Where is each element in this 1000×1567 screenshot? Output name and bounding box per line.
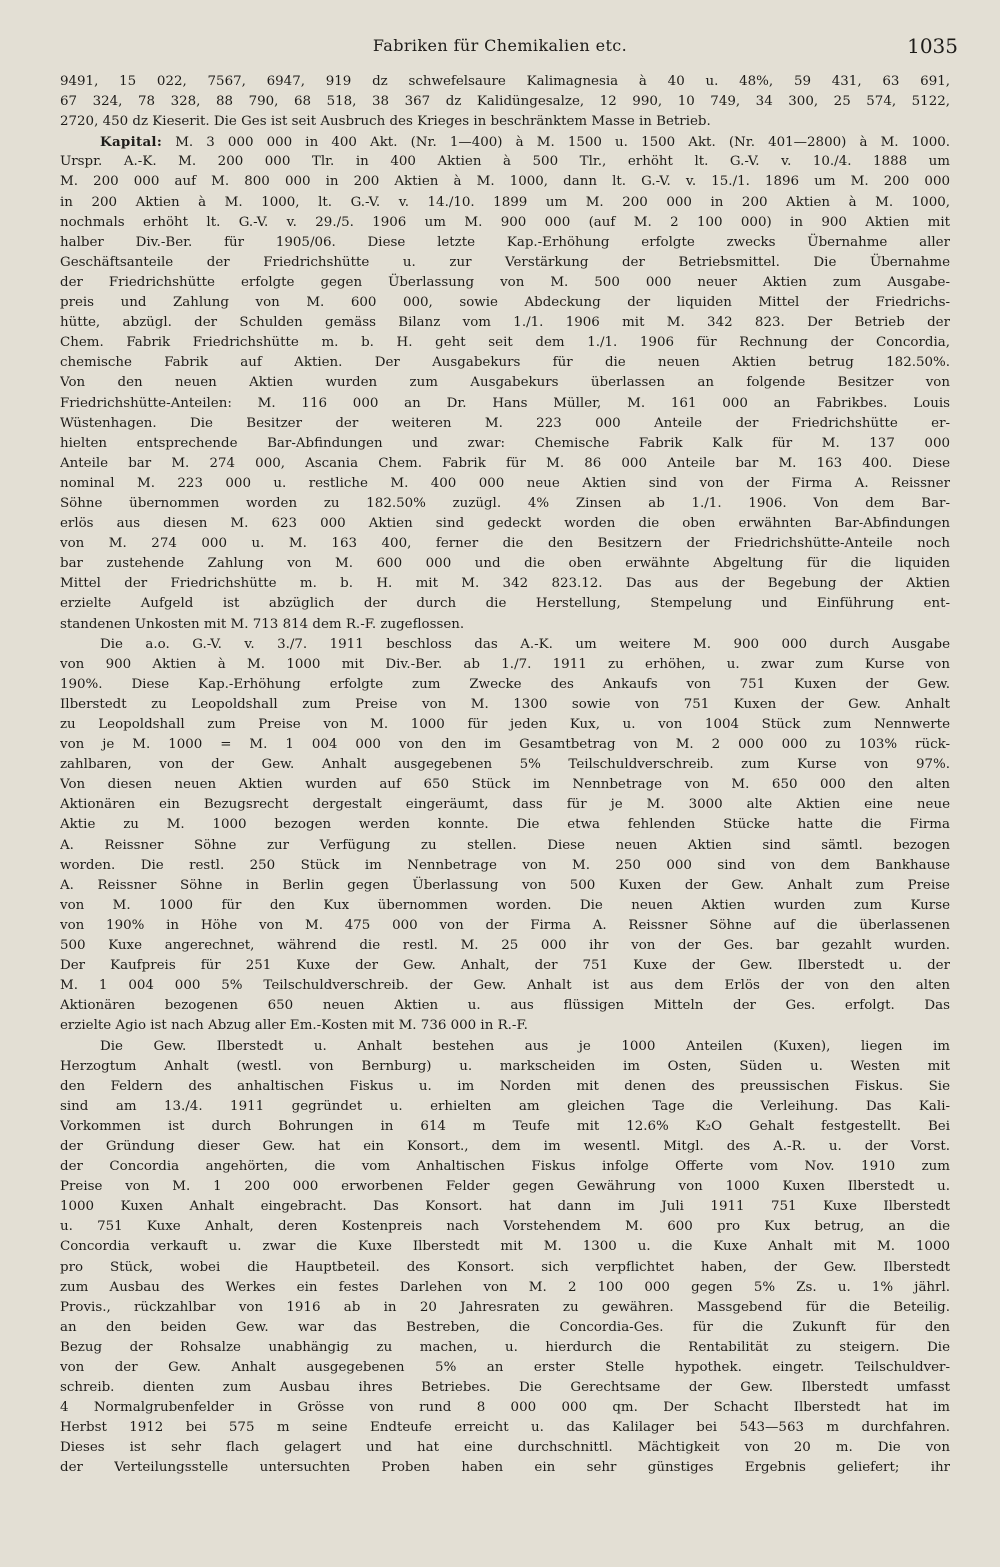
text-line-content: M. 200 000 auf M. 800 000 in 200 Aktien à M. 1000, dann lt. G.-V. v. 15./1. 1896 um M. 200 000	[60, 174, 950, 190]
text-line-content: von je M. 1000 = M. 1 004 000 von den im Gesamtbetrag von M. 2 000 000 zu 103% rück-	[60, 737, 950, 753]
text-line	[60, 193, 950, 213]
text-line	[60, 1318, 950, 1338]
text-line-content: Herbst 1912 bei 575 m seine Endteufe erreicht u. das Kalilager bei 543—563 m durchfahren.	[60, 1420, 950, 1436]
page-number: 1035	[907, 34, 958, 58]
text-line	[60, 1157, 950, 1177]
text-line	[60, 1137, 950, 1157]
text-line	[60, 414, 950, 434]
page-header	[0, 36, 1000, 60]
text-line-content: Von den neuen Aktien wurden zum Ausgabekurs überlassen an folgende Besitzer von	[60, 375, 950, 391]
text-line	[60, 695, 950, 715]
text-line-content: der Gründung dieser Gew. hat ein Konsort., dem im wesentl. Mitgl. des A.-R. u. der Vorst.	[60, 1138, 950, 1154]
text-line	[60, 1016, 950, 1036]
text-line-content: A. Reissner Söhne zur Verfügung zu stellen. Diese neuen Aktien sind sämtl. bezogen	[60, 837, 950, 853]
text-line	[60, 514, 950, 534]
text-line	[60, 1237, 950, 1257]
body-text	[60, 72, 950, 1479]
text-line-content: von M. 274 000 u. M. 163 400, ferner die den Besitzern der Friedrichshütte-Anteile noch	[60, 536, 950, 552]
text-line	[60, 1278, 950, 1298]
text-line-content: Vorkommen ist durch Bohrungen in 614 m Teufe mit 12.6% K₂O Gehalt festgestellt. Bei	[60, 1118, 950, 1134]
text-line-content: 4 Normalgrubenfelder in Grösse von rund 8 000 000 qm. Der Schacht Ilberstedt hat im	[60, 1400, 950, 1416]
text-line	[60, 815, 950, 835]
text-line	[60, 474, 950, 494]
text-line-content: Herzogtum Anhalt (westl. von Bernburg) u. markscheiden im Osten, Süden u. Westen mit	[60, 1058, 950, 1074]
text-line-content: der Concordia angehörten, die vom Anhaltischen Fiskus infolge Offerte vom Nov. 1910 zum	[60, 1159, 950, 1175]
text-line	[60, 554, 950, 574]
text-line	[60, 795, 950, 815]
text-line-content: Söhne übernommen worden zu 182.50% zuzügl. 4% Zinsen ab 1./1. 1906. Von dem Bar-	[60, 495, 950, 511]
text-line	[60, 333, 950, 353]
text-line-content: chemische Fabrik auf Aktien. Der Ausgabekurs für die neuen Aktien betrug 182.50%.	[60, 355, 950, 371]
text-line	[60, 313, 950, 333]
text-line	[60, 273, 950, 293]
text-line-content: halber Div.-Ber. für 1905/06. Diese letzte Kap.-Erhöhung erfolgte zwecks Übernahme aller	[60, 234, 950, 250]
text-line-content: zahlbaren, von der Gew. Anhalt ausgegebenen 5% Teilschuldverschreib. zum Kurse von 97%.	[60, 757, 950, 773]
text-line-content: Friedrichshütte-Anteilen: M. 116 000 an Dr. Hans Müller, M. 161 000 an Fabrikbes. Louis	[60, 395, 950, 411]
text-line	[60, 1298, 950, 1318]
text-line	[60, 1057, 950, 1077]
text-line-content: erzielte Agio ist nach Abzug aller Em.-Kosten mit M. 736 000 in R.-F.	[60, 1018, 528, 1034]
text-line	[60, 1097, 950, 1117]
text-line-content: Anteile bar M. 274 000, Ascania Chem. Fabrik für M. 86 000 Anteile bar M. 163 400. Diese	[60, 455, 950, 471]
text-line	[60, 916, 950, 936]
text-line	[60, 92, 950, 112]
text-line-content: Provis., rückzahlbar von 1916 ab in 20 Jahresraten zu gewähren. Massgebend für die Beteilig.	[60, 1299, 950, 1315]
text-line	[60, 655, 950, 675]
text-line	[60, 213, 950, 233]
text-line-content: sind am 13./4. 1911 gegründet u. erhielten am gleichen Tage die Verleihung. Das Kali-	[60, 1098, 950, 1114]
text-line	[60, 755, 950, 775]
text-line-content: von M. 1000 für den Kux übernommen worden. Die neuen Aktien wurden zum Kurse	[60, 897, 950, 913]
text-line	[60, 1077, 950, 1097]
text-line-content: Aktionären ein Bezugsrecht dergestalt eingeräumt, dass für je M. 3000 alte Aktien eine neue	[60, 797, 950, 813]
text-line-content: zu Leopoldshall zum Preise von M. 1000 für jeden Kux, u. von 1004 Stück zum Nennwerte	[60, 717, 950, 732]
text-line	[60, 132, 950, 152]
text-line-content: M. 1 004 000 5% Teilschuldverschreib. der Gew. Anhalt ist aus dem Erlös der von den alten	[60, 978, 950, 994]
text-line	[60, 574, 950, 594]
text-line	[60, 735, 950, 755]
text-line	[60, 1258, 950, 1278]
text-line	[60, 1458, 950, 1478]
text-line	[60, 775, 950, 795]
text-line	[60, 1358, 950, 1378]
text-line	[60, 876, 950, 896]
text-line-content: erzielte Aufgeld ist abzüglich der durch die Herstellung, Stempelung und Einführung ent-	[60, 596, 950, 612]
text-line-content: Die Gew. Ilberstedt u. Anhalt bestehen aus je 1000 Anteilen (Kuxen), liegen im	[100, 1038, 950, 1054]
text-line	[60, 373, 950, 393]
text-line-content: 2720, 450 dz Kieserit. Die Ges ist seit Ausbruch des Krieges in beschränktem Masse in Betrieb.	[60, 114, 711, 130]
text-line-content: Aktionären bezogenen 650 neuen Aktien u. aus flüssigen Mitteln der Ges. erfolgt. Das	[60, 998, 950, 1014]
text-line	[60, 1117, 950, 1137]
text-line-content: Mittel der Friedrichshütte m. b. H. mit M. 342 823.12. Das aus der Begebung der Aktien	[60, 576, 950, 592]
text-line	[60, 956, 950, 976]
text-line-content: in 200 Aktien à M. 1000, lt. G.-V. v. 14./10. 1899 um M. 200 000 in 200 Aktien à M. 1000,	[60, 194, 950, 210]
text-line	[60, 1418, 950, 1438]
text-line-content: Geschäftsanteile der Friedrichshütte u. zur Verstärkung der Betriebsmittel. Die Übernahme	[60, 254, 950, 270]
text-line	[60, 856, 950, 876]
text-line	[60, 1197, 950, 1217]
text-line	[60, 172, 950, 192]
text-line	[60, 635, 950, 655]
text-line	[60, 394, 950, 414]
text-line-content: Chem. Fabrik Friedrichshütte m. b. H. geht seit dem 1./1. 1906 für Rechnung der Concordia,	[60, 335, 950, 351]
text-line	[60, 454, 950, 474]
text-line	[60, 112, 950, 132]
section-label-kapital: Kapital:	[100, 134, 163, 151]
text-line-content: Wüstenhagen. Die Besitzer der weiteren M. 223 000 Anteile der Friedrichshütte er-	[60, 415, 950, 431]
text-line-content: der Friedrichshütte erfolgte gegen Überlassung von M. 500 000 neuer Aktien zum Ausgabe-	[60, 274, 950, 290]
text-line	[60, 1398, 950, 1418]
text-line	[60, 152, 950, 172]
text-line	[60, 253, 950, 273]
text-line-content: von 900 Aktien à M. 1000 mit Div.-Ber. ab 1./7. 1911 zu erhöhen, u. zwar zum Kurse von	[60, 656, 950, 672]
text-line-content: 500 Kuxe angerechnet, während die restl. M. 25 000 ihr von der Ges. bar gezahlt wurden.	[60, 938, 950, 954]
text-line	[60, 715, 950, 735]
text-line-content: 9491, 15 022, 7567, 6947, 919 dz schwefelsaure Kalimagnesia à 40 u. 48%, 59 431, 63 691,	[60, 74, 950, 89]
text-line-content: pro Stück, wobei die Hauptbeteil. des Konsort. sich verpflichtet haben, der Gew. Ilberstedt	[60, 1259, 950, 1275]
text-line-content: Der Kaufpreis für 251 Kuxe der Gew. Anhalt, der 751 Kuxe der Gew. Ilberstedt u. der	[60, 958, 950, 974]
text-line-content: hielten entsprechende Bar-Abfindungen und zwar: Chemische Fabrik Kalk für M. 137 000	[60, 435, 950, 451]
text-line-content: worden. Die restl. 250 Stück im Nennbetrage von M. 250 000 sind von dem Bankhause	[60, 857, 950, 873]
text-line-content: 67 324, 78 328, 88 790, 68 518, 38 367 dz Kalidüngesalze, 12 990, 10 749, 34 300, 25 574, 5122,	[60, 94, 950, 110]
text-line-content: schreib. dienten zum Ausbau ihres Betriebes. Die Gerechtsame der Gew. Ilberstedt umfasst	[60, 1380, 950, 1396]
text-line-content: preis und Zahlung von M. 600 000, sowie Abdeckung der liquiden Mittel der Friedrichs-	[60, 295, 950, 311]
text-line	[60, 1438, 950, 1458]
text-line-content: u. 751 Kuxe Anhalt, deren Kostenpreis nach Vorstehendem M. 600 pro Kux betrug, an die	[60, 1219, 950, 1235]
text-line	[60, 976, 950, 996]
text-line	[60, 72, 950, 92]
text-line-content: an den beiden Gew. war das Bestreben, die Concordia-Ges. für die Zukunft für den	[60, 1319, 950, 1335]
text-line-content: Von diesen neuen Aktien wurden auf 650 Stück im Nennbetrage von M. 650 000 den alten	[60, 777, 950, 793]
text-line-content: Dieses ist sehr flach gelagert und hat eine durchschnittl. Mächtigkeit von 20 m. Die von	[60, 1440, 950, 1456]
text-line	[60, 675, 950, 695]
text-line-content: von 190% in Höhe von M. 475 000 von der Firma A. Reissner Söhne auf die überlassenen	[60, 917, 950, 933]
text-line-content: von der Gew. Anhalt ausgegebenen 5% an erster Stelle hypothek. eingetr. Teilschuldver-	[60, 1360, 950, 1375]
text-line	[60, 836, 950, 856]
text-line	[60, 996, 950, 1016]
text-line-content: Concordia verkauft u. zwar die Kuxe Ilberstedt mit M. 1300 u. die Kuxe Anhalt mit M. 1000	[60, 1239, 950, 1255]
text-line-content: Die a.o. G.-V. v. 3./7. 1911 beschloss das A.-K. um weitere M. 900 000 durch Ausgabe	[100, 636, 950, 652]
text-line-content: Aktie zu M. 1000 bezogen werden konnte. Die etwa fehlenden Stücke hatte die Firma	[60, 817, 950, 833]
text-line-content: 1000 Kuxen Anhalt eingebracht. Das Konsort. hat dann im Juli 1911 751 Kuxe Ilberstedt	[60, 1199, 950, 1215]
text-line-content: Preise von M. 1 200 000 erworbenen Felder gegen Gewährung von 1000 Kuxen Ilberstedt u.	[60, 1179, 950, 1195]
text-line-content: bar zustehende Zahlung von M. 600 000 und die oben erwähnte Abgeltung für die liquiden	[60, 556, 950, 572]
text-line	[60, 594, 950, 614]
text-line	[60, 1037, 950, 1057]
text-line-content: der Verteilungsstelle untersuchten Proben haben ein sehr günstiges Ergebnis geliefert; ihr	[60, 1460, 950, 1476]
text-line-content: den Feldern des anhaltischen Fiskus u. im Norden mit denen des preussischen Fiskus. Sie	[60, 1078, 950, 1094]
text-line	[60, 936, 950, 956]
text-line-content: Bezug der Rohsalze unabhängig zu machen, u. hierdurch die Rentabilität zu steigern. Die	[60, 1339, 950, 1355]
text-line	[60, 353, 950, 373]
text-line	[60, 494, 950, 514]
text-line-content: M. 3 000 000 in 400 Akt. (Nr. 1—400) à M. 1500 u. 1500 Akt. (Nr. 401—2800) à M. 1000.	[162, 135, 950, 151]
text-line-content: nochmals erhöht lt. G.-V. v. 29./5. 1906 um M. 900 000 (auf M. 2 100 000) in 900 Aktien mit	[60, 214, 950, 230]
text-line-content: zum Ausbau des Werkes ein festes Darlehen von M. 2 100 000 gegen 5% Zs. u. 1% jährl.	[60, 1279, 950, 1295]
text-line	[60, 434, 950, 454]
text-line-content: Ilberstedt zu Leopoldshall zum Preise von M. 1300 sowie von 751 Kuxen der Gew. Anhalt	[60, 696, 950, 712]
text-line	[60, 896, 950, 916]
text-line	[60, 233, 950, 253]
text-line	[60, 1177, 950, 1197]
text-line	[60, 1378, 950, 1398]
text-line-content: hütte, abzügl. der Schulden gemäss Bilanz vom 1./1. 1906 mit M. 342 823. Der Betrieb der	[60, 315, 950, 331]
text-line	[60, 534, 950, 554]
text-line	[60, 1338, 950, 1358]
text-line-content: nominal M. 223 000 u. restliche M. 400 000 neue Aktien sind von der Firma A. Reissner	[60, 475, 950, 491]
text-line-content: 190%. Diese Kap.-Erhöhung erfolgte zum Zwecke des Ankaufs von 751 Kuxen der Gew.	[60, 676, 950, 692]
text-line-content: A. Reissner Söhne in Berlin gegen Überlassung von 500 Kuxen der Gew. Anhalt zum Preise	[60, 877, 950, 893]
text-line-content: Urspr. A.-K. M. 200 000 Tlr. in 400 Aktien à 500 Tlr., erhöht lt. G.-V. v. 10./4. 1888 um	[60, 154, 950, 170]
text-line-content: erlös aus diesen M. 623 000 Aktien sind gedeckt worden die oben erwähnten Bar-Abfindungen	[60, 516, 950, 532]
running-title: Fabriken für Chemikalien etc.	[372, 36, 628, 55]
text-line	[60, 1217, 950, 1237]
text-line-content: standenen Unkosten mit M. 713 814 dem R.-F. zugeflossen.	[60, 616, 465, 632]
text-line	[60, 615, 950, 635]
text-line	[60, 293, 950, 313]
